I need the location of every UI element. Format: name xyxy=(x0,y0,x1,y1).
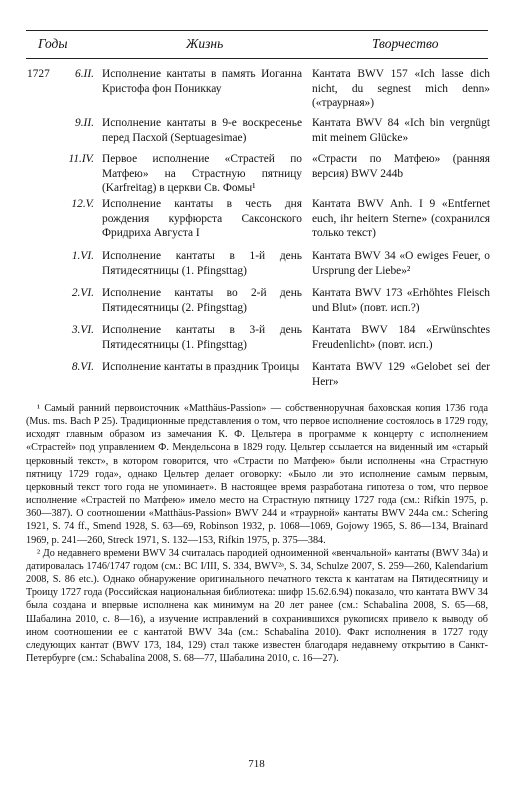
row-life: Исполнение кантаты во 2-й день Пятидесятницы (2. Pfingsttag) xyxy=(102,287,302,314)
header-years: Годы xyxy=(38,36,68,51)
header-work: Творчество xyxy=(372,36,439,51)
row-date: 3.VI. xyxy=(71,324,94,336)
row-work: Кантата BWV 184 «Erwünschtes Freudenlicht» (повт. исп.) xyxy=(312,324,490,351)
row-date: 2.VI. xyxy=(71,287,94,299)
row-life: Исполнение кантаты в память Иоганна Кристофа фон Пониккау xyxy=(102,68,302,95)
page-number: 718 xyxy=(248,758,265,770)
row-life: Исполнение кантаты в праздник Троицы xyxy=(102,361,300,373)
row-work: «Страсти по Матфею» (ранняя версия) BWV 244b xyxy=(312,153,490,180)
row-life: Исполнение кантаты в 3-й день Пятидесятницы (1. Pfingsttag) xyxy=(102,324,302,351)
row-date: 9.II. xyxy=(75,117,94,129)
footnote-2: ² До недавнего времени BWV 34 считалась пародией одноименной «венчальной» кантаты (BWV 34a) и датировалась 1746/1747 годом (см.: BC I/III, S. 334, BWV²ᵃ, S. 34, Schulze 2007, S. 259—260, Kalendarium 2008, S. 86 etc.). Однако обнаружение оригинального печатного текста к кантатам на Пятидесятницу и Троицу 1727 года (Российская национальная библиотека: шифр 15.62.6.94) показало, что кантата BWV 34 была создана и впервые исполнена как минимум на 20 лет ранее (см.: Schabalina 2008, S. 65—68, Шабалина 2010, с. 8—16), а изучение исправлений в сохранившихся рукописях привело к выводу об ином соотношении ее с кантатой BWV 34a (см.: Schabalina 2010). Факт исполнения в 1727 году следующих кантат (BWV 173, 184, 129) стал также известен благодаря недавнему открытию в Санкт-Петербурге (см.: Schabalina 2008, S. 68—77, Шабалина 2010, с. 16—27). xyxy=(26,547,488,664)
row-work: Кантата BWV 173 «Erhöhtes Fleisch und Blut» (повт. исп.?) xyxy=(312,287,490,314)
row-life: Исполнение кантаты в 1-й день Пятидесятницы (1. Pfingsttag) xyxy=(102,250,302,277)
table-header xyxy=(26,30,488,58)
row-work: Кантата BWV 157 «Ich lasse dich nicht, du segnest mich denn» («траурная») xyxy=(312,68,490,110)
header-life: Жизнь xyxy=(186,36,224,51)
footnotes xyxy=(26,402,488,665)
row-date: 12.V. xyxy=(71,198,94,210)
row-date: 8.VI. xyxy=(71,361,94,373)
footnote-1: ¹ Самый ранний первоисточник «Matthäus-Passion» — собственноручная баховская копия 1736 года (Mus. ms. Bach P 25). Традиционные представления о том, что первое исполнение состоялось в 1729 году, исходят главным образом из замечания К. Ф. Цельтера в программе к концерту с исполнением «Страстей» под управлением Ф. Мендельсона в 1829 году. Цельтер ссылается на виденный им «старый церковный текст», в котором говорится, что «Страсти по Матфею» были исполнены «на Страстную пятницу 1729 года», однако Цельтер делает оговорку: «Было ли это исполнение самым первым, церковный текст того года не упоминает». В настоящее время разработана гипотеза о том, что первое исполнение «Страстей по Матфею» имело место на Страстную пятницу 1727 года (см.: Rifkin 1975, p. 360—387). О соотношении «Matthäus-Passion» BWV 244 и «траурной» кантаты BWV 244a см.: Schering 1921, S. 74 ff., Smend 1928, S. 63—69, Robinson 1932, p. 1068—1069, Gojowy 1965, S. 86—134, Brainard 1969, p. 241—260, Streck 1971, S. 132—153, Rifkin 1975, p. 375—384. xyxy=(26,403,488,546)
row-work: Кантата BWV Anh. I 9 «Entfernet euch, ihr heitern Sterne» (сохранился только текст) xyxy=(312,198,490,240)
table-header-rule xyxy=(26,58,488,59)
row-work: Кантата BWV 34 «O ewiges Feuer, o Ursprung der Liebe»² xyxy=(312,250,490,277)
row-date: 11.IV. xyxy=(68,153,94,165)
row-date: 6.II. xyxy=(75,68,94,80)
row-work: Кантата BWV 129 «Gelobet sei der Herr» xyxy=(312,361,490,388)
row-date: 1.VI. xyxy=(71,250,94,262)
row-life: Исполнение кантаты в 9-е воскресенье перед Пасхой (Septuagesimae) xyxy=(102,117,302,144)
row-life: Исполнение кантаты в честь дня рождения курфюрста Саксонского Фридриха Августа I xyxy=(102,198,302,240)
row-life: Первое исполнение «Страстей по Матфею» на Страстную пятницу (Karfreitag) в церкви Св. Фомы¹ xyxy=(102,153,302,195)
row-work: Кантата BWV 84 «Ich bin vergnügt mit meinem Glücke» xyxy=(312,117,490,144)
row-year: 1727 xyxy=(27,68,50,80)
